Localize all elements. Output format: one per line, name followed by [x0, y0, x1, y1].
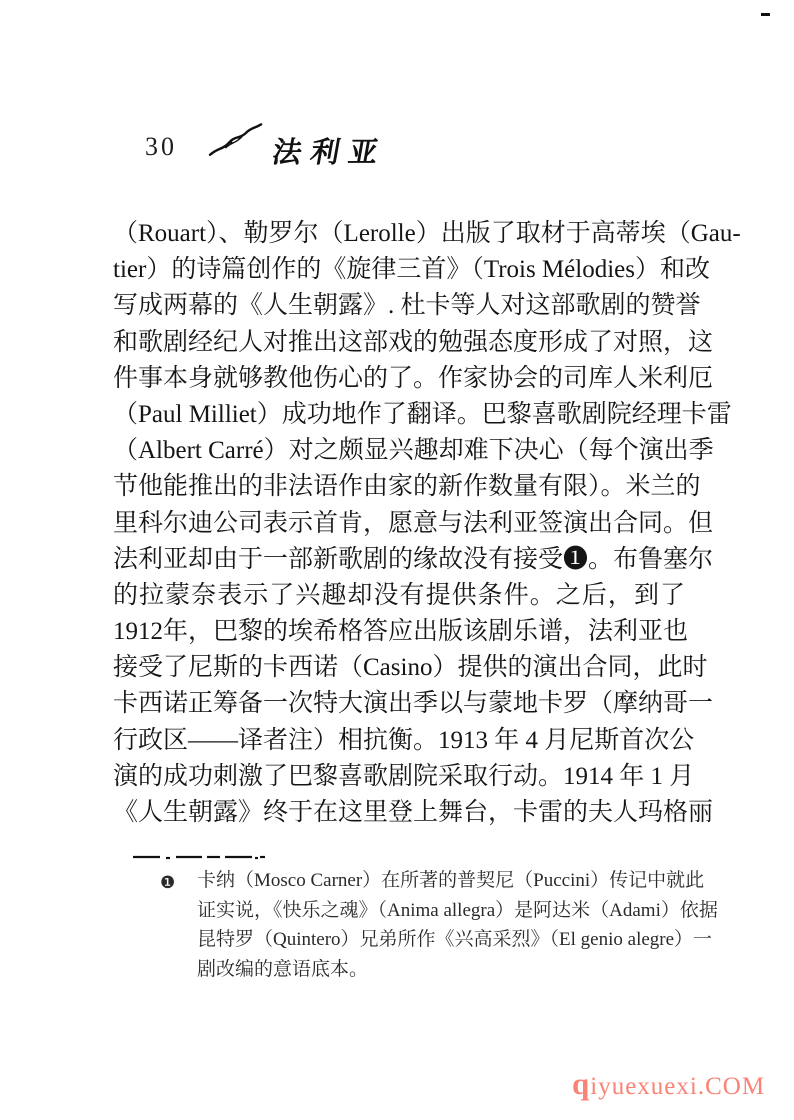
body-line: 1912年，巴黎的埃希格答应出版该剧乐谱，法利亚也: [113, 618, 689, 646]
body-line: 节他能推出的非法语作由家的新作数量有限）。米兰的: [113, 473, 701, 501]
body-text: [113, 216, 741, 831]
body-line: tier）的诗篇创作的《旋律三首》（Trois Mélodies）和改: [113, 256, 710, 284]
body-line: 的拉蒙奈表示了兴趣却没有提供条件。之后，到了: [113, 581, 685, 609]
watermark-initial: q: [572, 1066, 591, 1101]
footnote-text: [197, 866, 718, 984]
footnote-line: 昆特罗（Quintero）兄弟所作《兴高采烈》（El genio alegre）一: [197, 929, 713, 950]
footnote-line: 卡纳（Mosco Carner）在所著的普契尼（Puccini）传记中就此: [197, 870, 705, 891]
body-line: 演的成功刺激了巴黎喜歌剧院采取行动。1914 年 1 月: [113, 762, 695, 790]
body-line: 行政区——译者注）相抗衡。1913 年 4 月尼斯首次公: [113, 726, 695, 754]
page-header: [145, 130, 665, 169]
watermark-text: iyuexuexi.COM: [590, 1073, 766, 1100]
body-line: 卡西诺正筹备一次特大演出季以与蒙地卡罗（摩纳哥一: [113, 690, 714, 718]
body-line: 件事本身就够教他伤心的了。作家协会的司库人米利厄: [113, 364, 714, 392]
body-line: （Rouart）、勒罗尔（Lerolle）出版了取材于高蒂埃（Gau-: [113, 220, 741, 247]
page-number: 30: [145, 132, 177, 161]
body-line: （Albert Carré）对之颇显兴趣却难下决心（每个演出季: [113, 437, 714, 465]
footnote-line: 剧改编的意语底本。: [197, 958, 369, 980]
body-line: 里科尔迪公司表示首肯，愿意与法利亚签演出合同。但: [113, 509, 714, 537]
body-line: （Paul Milliet）成功地作了翻译。巴黎喜歌剧院经理卡雷: [113, 400, 732, 428]
watermark: [572, 1066, 765, 1102]
body-line: 写成两幕的《人生朝露》. 杜卡等人对这部歌剧的赞誉: [113, 292, 701, 320]
footnote-marker-icon: ❶: [160, 873, 176, 892]
scan-artifact-dash: [761, 13, 770, 16]
body-line: 接受了尼斯的卡西诺（Casino）提供的演出合同，此时: [113, 654, 708, 682]
footnote-line: 证实说，《快乐之魂》（Anima allegra）是阿达米（Adami）依据: [197, 899, 718, 921]
chapter-title: 法利亚: [269, 137, 390, 169]
body-line: 《人生朝露》终于在这里登上舞台，卡雷的夫人玛格丽: [113, 799, 714, 826]
footnote-separator: [133, 847, 265, 865]
body-line: 和歌剧经纪人对推出这部戏的勉强态度形成了对照，这: [113, 328, 714, 356]
body-line: 法利亚却由于一部新歌剧的缘故没有接受❶。布鲁塞尔: [113, 545, 714, 573]
footnote: [160, 866, 718, 984]
flourish-icon: [205, 123, 266, 164]
